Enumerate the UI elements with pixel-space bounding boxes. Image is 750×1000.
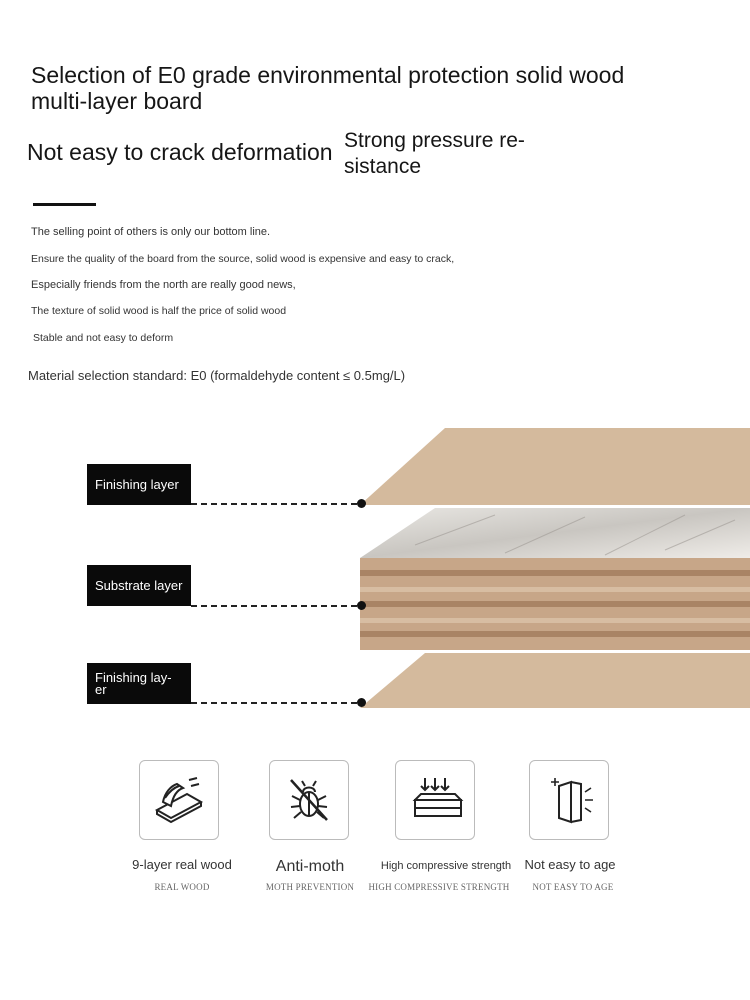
material-standard: Material selection standard: E0 (formaldehyde content ≤ 0.5mg/L)	[28, 368, 406, 383]
description-line: The selling point of others is only our bottom line.	[31, 226, 271, 238]
feature-label-english: NOT EASY TO AGE	[532, 882, 614, 892]
leader-line	[191, 702, 357, 704]
feature-label-english: HIGH COMPRESSIVE STRENGTH	[368, 882, 510, 892]
divider	[33, 203, 96, 206]
description-line: Ensure the quality of the board from the source, solid wood is expensive and easy to crack,	[31, 253, 455, 265]
board-layers-illustration	[355, 425, 750, 715]
leader-line	[191, 605, 357, 607]
feature-label: High compressive strength	[380, 860, 512, 872]
layer-tag-finishing-top: Finishing layer	[87, 464, 191, 505]
feature-label: 9-layer real wood	[132, 857, 232, 872]
bug-prohibited-icon	[269, 760, 349, 840]
leader-line	[191, 503, 357, 505]
board-surface	[360, 508, 750, 558]
feature-label-english: MOTH PREVENTION	[265, 882, 355, 892]
feature-headline-pressure: Strong pressure re- sistance	[344, 129, 525, 178]
wood-layers-icon	[139, 760, 219, 840]
feature-label-english: REAL WOOD	[154, 882, 210, 892]
feature-headline-crack: Not easy to crack deformation	[27, 139, 333, 165]
pressure-board-icon	[395, 760, 475, 840]
leader-dot	[357, 601, 366, 610]
page-title: Selection of E0 grade environmental protection solid wood multi-layer board	[31, 62, 625, 114]
layer-tag-finishing-bottom: Finishing lay- er	[87, 663, 191, 704]
description-line: The texture of solid wood is half the price of solid wood	[31, 305, 287, 317]
feature-label: Not easy to age	[524, 857, 616, 872]
description-line: Especially friends from the north are really good news,	[31, 279, 296, 291]
feature-label: Anti-moth	[275, 858, 345, 875]
leader-dot	[357, 499, 366, 508]
leader-dot	[357, 698, 366, 707]
description-line: Stable and not easy to deform	[33, 332, 174, 344]
bottom-veneer-sheet	[360, 653, 750, 708]
layer-tag-substrate: Substrate layer	[87, 565, 191, 606]
door-sparkle-icon	[529, 760, 609, 840]
top-veneer-sheet	[360, 428, 750, 505]
